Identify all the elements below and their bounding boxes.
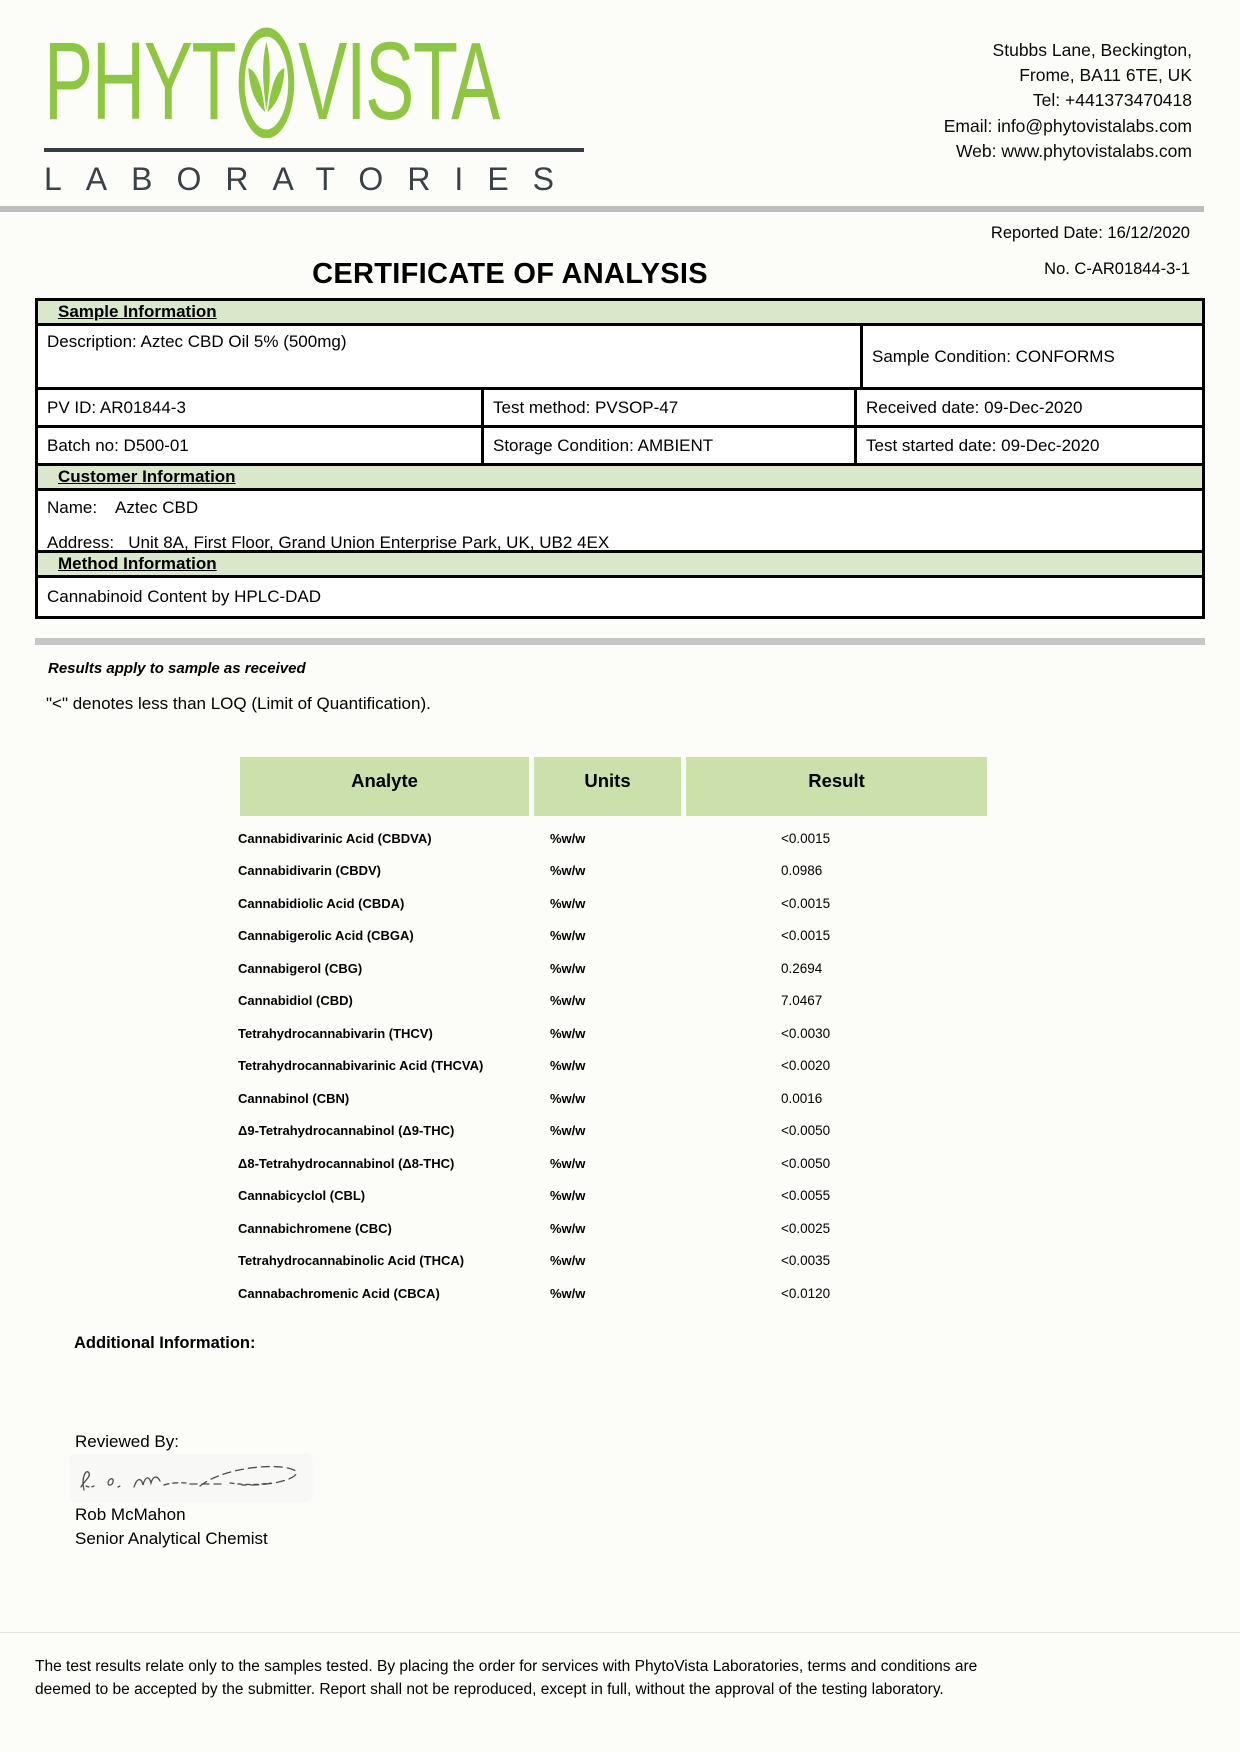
analyte-units: %w/w xyxy=(550,960,586,976)
analyte-result: 0.0016 xyxy=(781,1090,823,1106)
analyte-result: <0.0015 xyxy=(781,895,831,911)
analyte-units: %w/w xyxy=(550,1123,586,1139)
analyte-result: 0.0986 xyxy=(781,863,823,879)
signature-image xyxy=(72,1456,310,1500)
results-apply-note: Results apply to sample as received xyxy=(48,660,306,677)
column-header-result: Result xyxy=(686,757,987,816)
analyte-result: <0.0020 xyxy=(781,1058,831,1074)
analyte-name: Tetrahydrocannabivarinic Acid (THCVA) xyxy=(238,1058,484,1074)
analyte-name: Cannabidiolic Acid (CBDA) xyxy=(238,895,405,911)
analyte-name: Tetrahydrocannabinolic Acid (THCA) xyxy=(238,1253,465,1269)
analyte-result: <0.0050 xyxy=(781,1155,831,1171)
logo-divider-line xyxy=(44,148,584,152)
contact-address-line1: Stubbs Lane, Beckington, xyxy=(992,40,1192,60)
logo-text-left: PHYT xyxy=(44,20,236,143)
header-divider-bar xyxy=(0,206,1204,212)
phytovista-logo xyxy=(44,20,589,198)
section-divider-bar xyxy=(35,638,1205,645)
analyte-units: %w/w xyxy=(550,1285,586,1301)
footer-divider-line xyxy=(0,1632,1240,1633)
analyte-name: Δ9-Tetrahydrocannabinol (Δ9-THC) xyxy=(238,1123,455,1139)
analyte-result: <0.0035 xyxy=(781,1253,831,1269)
test-method: Test method: PVSOP-47 xyxy=(484,390,857,425)
table-row xyxy=(238,822,985,855)
analyte-units: %w/w xyxy=(550,1253,586,1269)
analyte-units: %w/w xyxy=(550,863,586,879)
analyte-result: <0.0120 xyxy=(781,1285,831,1301)
storage-condition: Storage Condition: AMBIENT xyxy=(484,428,857,463)
analyte-name: Cannabigerol (CBG) xyxy=(238,960,363,976)
analyte-name: Cannabidiol (CBD) xyxy=(238,993,353,1009)
table-row xyxy=(238,1180,985,1213)
logo-text-right: VISTA xyxy=(298,20,499,143)
analyte-name: Cannabigerolic Acid (CBGA) xyxy=(238,928,414,944)
analyte-name: Cannabidivarin (CBDV) xyxy=(238,863,382,879)
table-row xyxy=(238,1277,985,1310)
results-table-body xyxy=(238,822,985,1310)
sample-condition: Sample Condition: CONFORMS xyxy=(872,346,1115,366)
analyte-name: Δ8-Tetrahydrocannabinol (Δ8-THC) xyxy=(238,1155,455,1171)
analyte-result: <0.0050 xyxy=(781,1123,831,1139)
leaf-icon xyxy=(238,26,296,138)
analyte-result: <0.0015 xyxy=(781,830,831,846)
analyte-name: Cannabinol (CBN) xyxy=(238,1090,350,1106)
sample-description-row xyxy=(38,326,1202,390)
analyte-units: %w/w xyxy=(550,1058,586,1074)
analyte-units: %w/w xyxy=(550,1090,586,1106)
pv-id: PV ID: AR01844-3 xyxy=(38,390,484,425)
footer-line1: The test results relate only to the samples tested. By placing the order for services with PhytoVista Laboratories, terms and conditions are xyxy=(35,1658,978,1675)
table-row xyxy=(238,920,985,953)
analyte-units: %w/w xyxy=(550,1220,586,1236)
method-description: Cannabinoid Content by HPLC-DAD xyxy=(47,587,322,606)
table-row xyxy=(238,1082,985,1115)
table-row xyxy=(238,985,985,1018)
lab-contact-block xyxy=(944,38,1192,164)
analyte-units: %w/w xyxy=(550,1188,586,1204)
table-row xyxy=(238,1017,985,1050)
table-row xyxy=(238,952,985,985)
logo-tagline: LABORATORIES xyxy=(44,161,578,197)
contact-address-line2: Frome, BA11 6TE, UK xyxy=(1019,65,1192,86)
logo-wordmark xyxy=(44,20,499,143)
results-table-header xyxy=(240,757,987,816)
analyte-units: %w/w xyxy=(550,1155,586,1171)
batch-row xyxy=(38,428,1202,466)
test-started-date: Test started date: 09-Dec-2020 xyxy=(866,435,1100,455)
sample-description: Description: Aztec CBD Oil 5% (500mg) xyxy=(38,326,863,387)
analyte-name: Tetrahydrocannabivarin (THCV) xyxy=(238,1025,433,1041)
analyte-units: %w/w xyxy=(550,895,586,911)
contact-website: Web: www.phytovistalabs.com xyxy=(955,140,1192,161)
certificate-number: No. C-AR01844-3-1 xyxy=(1044,260,1190,278)
section-header-customer-information: Customer Information xyxy=(38,466,1202,491)
column-header-units: Units xyxy=(534,757,681,816)
analyte-name: Cannabidivarinic Acid (CBDVA) xyxy=(238,830,432,846)
table-row xyxy=(238,1147,985,1180)
loq-note: "<" denotes less than LOQ (Limit of Quantification). xyxy=(46,694,431,713)
contact-email: Email: info@phytovistalabs.com xyxy=(943,115,1192,136)
analyte-units: %w/w xyxy=(550,1025,586,1041)
customer-details-cell xyxy=(38,491,1202,553)
additional-information-label: Additional Information: xyxy=(74,1334,256,1352)
section-header-sample-information: Sample Information xyxy=(38,301,1202,326)
reviewed-by-label: Reviewed By: xyxy=(75,1432,179,1451)
customer-address: Address: Unit 8A, First Floor, Grand Union Enterprise Park, UK, UB2 4EX xyxy=(47,533,610,552)
page-title: CERTIFICATE OF ANALYSIS xyxy=(312,258,708,290)
analyte-result: <0.0030 xyxy=(781,1025,831,1041)
section-header-method-information: Method Information xyxy=(38,553,1202,578)
analyte-name: Cannabicyclol (CBL) xyxy=(238,1188,366,1204)
customer-name: Name: Aztec CBD xyxy=(47,498,199,517)
contact-telephone: Tel: +441373470418 xyxy=(1032,90,1192,111)
batch-number: Batch no: D500-01 xyxy=(38,428,484,463)
analyte-result: 0.2694 xyxy=(781,960,823,976)
analyte-units: %w/w xyxy=(550,993,586,1009)
information-table xyxy=(35,298,1205,619)
analyte-result: <0.0025 xyxy=(781,1220,831,1236)
column-header-analyte: Analyte xyxy=(240,757,529,816)
reviewer-name: Rob McMahon xyxy=(75,1505,186,1524)
analyte-units: %w/w xyxy=(550,928,586,944)
analyte-result: 7.0467 xyxy=(781,993,823,1009)
analyte-name: Cannabachromenic Acid (CBCA) xyxy=(238,1285,440,1301)
analyte-result: <0.0055 xyxy=(781,1188,831,1204)
analyte-result: <0.0015 xyxy=(781,928,831,944)
analyte-units: %w/w xyxy=(550,830,586,846)
table-row xyxy=(238,855,985,888)
footer-line2: deemed to be accepted by the submitter. Report shall not be reproduced, except in full, without the approval of the testing laboratory. xyxy=(35,1681,944,1699)
received-date: Received date: 09-Dec-2020 xyxy=(866,397,1083,417)
footer-disclaimer xyxy=(35,1655,1205,1702)
reported-date: Reported Date: 16/12/2020 xyxy=(990,224,1190,242)
table-row xyxy=(238,1050,985,1083)
sample-ids-row xyxy=(38,390,1202,428)
analyte-name: Cannabichromene (CBC) xyxy=(238,1220,392,1236)
table-row xyxy=(238,1245,985,1278)
reviewer-role: Senior Analytical Chemist xyxy=(75,1529,268,1548)
table-row xyxy=(238,1212,985,1245)
table-row xyxy=(238,1115,985,1148)
table-row xyxy=(238,887,985,920)
